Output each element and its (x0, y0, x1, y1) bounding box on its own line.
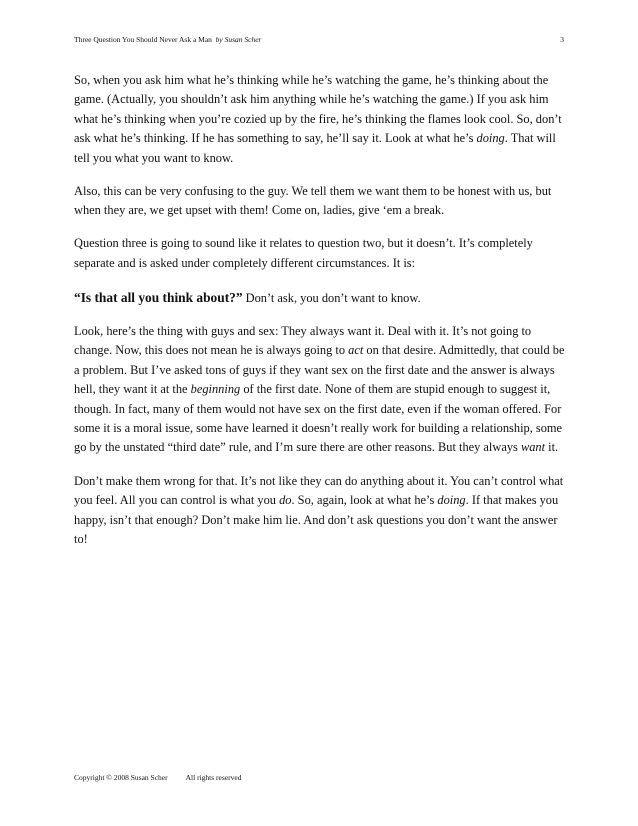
paragraph-5 (74, 322, 568, 458)
paragraph-1 (74, 71, 568, 168)
paragraph-3: Question three is going to sound like it relates to question two, but it doesn’t. It’s completely separate and is asked under completely different circumstances. It is: (74, 236, 533, 270)
footer-rights: All rights reserved (185, 773, 242, 782)
paragraph-6-emphasis-2: doing (437, 493, 466, 508)
header-title-text: Three Question You Should Never Ask a Man (74, 35, 212, 44)
paragraph-6-text-b: . So, again, look at what he’s (291, 493, 438, 508)
question-heading: “Is that all you think about?” (74, 289, 243, 305)
paragraph-5-text-c: of the first date. None of them are stupid enough to suggest it, though. In fact, many of them would not have sex on the first date, even if the woman offered. For some it is a moral issue, some have learned it doesn’t really work for building a relationship, some go by the unstated “third date” rule, and I’m sure there are other reasons. But they always (74, 382, 563, 455)
paragraph-6-emphasis-1: do (279, 493, 292, 508)
header-title (74, 33, 261, 47)
paragraph-4 (74, 288, 568, 308)
paragraph-6-text-a: Don’t make them wrong for that. It’s not like they can do anything about it. You can’t control what you feel. All you can control is what you (74, 473, 564, 508)
paragraph-5-emphasis-1: act (348, 343, 364, 358)
paragraph-4-text: Don’t ask, you don’t want to know. (242, 290, 421, 305)
page-footer (74, 772, 241, 784)
footer-copyright: Copyright © 2008 Susan Scher (74, 773, 168, 782)
paragraph-1-text-b: . That will tell you what you want to know. (74, 131, 556, 165)
paragraph-6-text-c: . If that makes you happy, isn’t that enough? Don’t make him lie. And don’t ask questions you don’t want the answer to! (74, 493, 559, 546)
body-text (74, 71, 568, 563)
paragraph-5-emphasis-3: want (520, 440, 546, 455)
paragraph-1-emphasis: doing (476, 131, 505, 146)
page-header (74, 33, 564, 47)
paragraph-5-emphasis-2: beginning (190, 382, 241, 397)
paragraph-5-text-b: on that desire. Admittedly, that could be a problem. But I’ve asked tons of guys if they want sex on the first date and the answer is always hell, they want it at the (74, 343, 565, 397)
header-author: by Susan Scher (215, 35, 262, 44)
page-number: 3 (560, 35, 564, 44)
paragraph-5-text-d: it. (545, 440, 559, 455)
paragraph-5-text-a: Look, here’s the thing with guys and sex: They always want it. Deal with it. It’s not going to change. Now, this does not mean he is always going to (74, 324, 532, 358)
paragraph-2: Also, this can be very confusing to the guy. We tell them we want them to be honest with us, but when they are, we get upset with them! Come on, ladies, give ‘em a break. (74, 183, 552, 218)
paragraph-1-text-a: So, when you ask him what he’s thinking while he’s watching the game, he’s thinking about the game. (Actually, you shouldn’t ask him anything while he’s watching the game.) If you ask him what he’s thinking when you’re cozied up by the fire, he’s thinking the flames look cool. So, don’t ask what he’s thinking. If he has something to say, he’ll say it. Look at what he’s (74, 73, 562, 146)
paragraph-6 (74, 472, 568, 550)
